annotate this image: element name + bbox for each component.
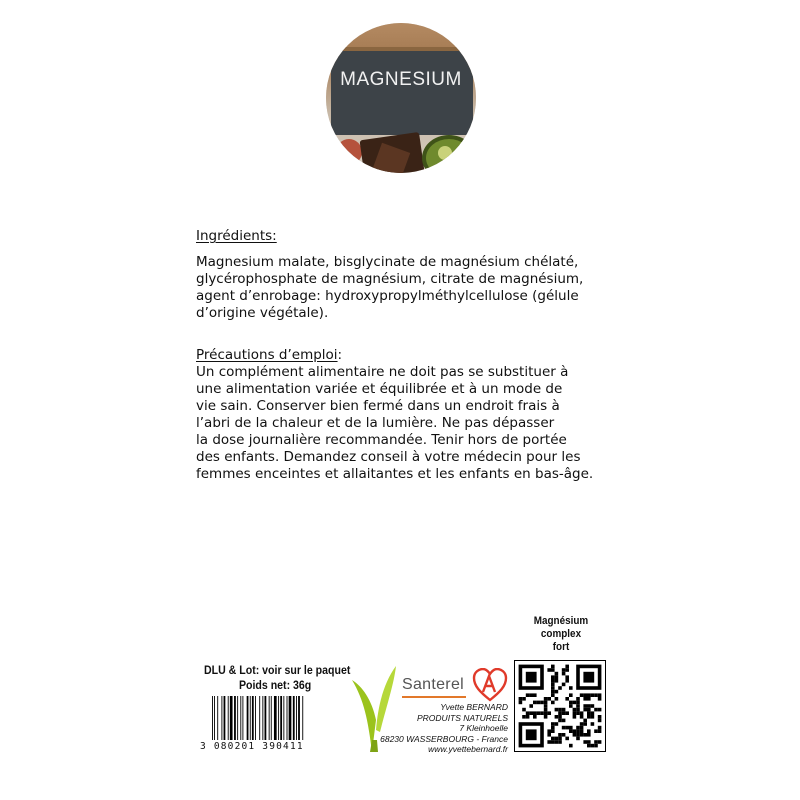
net-weight: Poids net: 36g xyxy=(238,680,312,692)
qr-module xyxy=(565,675,569,679)
qr-module xyxy=(526,693,530,697)
barcode-bar xyxy=(274,696,277,740)
qr-module xyxy=(562,672,566,676)
ingredients-text xyxy=(196,254,583,322)
dlu-text: DLU & Lot: voir sur le paquet xyxy=(204,665,351,677)
qr-module xyxy=(569,693,573,697)
qr-module xyxy=(558,733,562,737)
qr-module xyxy=(544,704,548,708)
precautions-line: Un complément alimentaire ne doit pas se substituer à xyxy=(196,364,569,380)
qr-module xyxy=(583,722,587,726)
qr-module xyxy=(598,697,602,701)
qr-module xyxy=(569,729,573,733)
qr-module xyxy=(569,726,573,730)
precautions-title: Précautions d’emploi xyxy=(196,347,338,363)
qr-module xyxy=(580,722,584,726)
qr-module xyxy=(551,686,555,690)
qr-module xyxy=(587,693,591,697)
qr-module xyxy=(533,715,537,719)
precautions-line: une alimentation variée et équilibrée et à un mode de xyxy=(196,381,563,397)
qr-module xyxy=(591,715,595,719)
ingredients-line: Magnesium malate, bisglycinate de magnésium chélaté, xyxy=(196,254,579,270)
qr-module xyxy=(555,675,559,679)
qr-module xyxy=(533,711,537,715)
qr-module xyxy=(580,733,584,737)
qr-module xyxy=(587,704,591,708)
qr-module xyxy=(580,711,584,715)
product-title-line: fort xyxy=(552,641,570,653)
qr-module xyxy=(576,737,580,741)
qr-module xyxy=(555,708,559,712)
precautions-heading xyxy=(196,347,342,363)
qr-module xyxy=(583,697,587,701)
barcode-bar xyxy=(237,696,238,740)
qr-module xyxy=(598,740,602,744)
qr-module xyxy=(551,726,555,730)
qr-module xyxy=(555,722,559,726)
qr-module xyxy=(587,715,591,719)
qr-module xyxy=(587,733,591,737)
qr-module xyxy=(587,697,591,701)
qr-module xyxy=(591,693,595,697)
qr-module xyxy=(562,733,566,737)
qr-module xyxy=(583,740,587,744)
qr-module xyxy=(547,733,551,737)
precautions-line: vie sain. Conserver bien fermé dans un endroit frais à xyxy=(196,398,560,414)
qr-module xyxy=(544,715,548,719)
website-link: www.yvettebernard.fr xyxy=(428,744,508,754)
qr-module xyxy=(544,708,548,712)
fig-fruit xyxy=(336,139,362,165)
qr-module xyxy=(583,733,587,737)
qr-module xyxy=(580,715,584,719)
barcode-bar xyxy=(230,696,233,740)
qr-module xyxy=(555,697,559,701)
qr-module xyxy=(576,697,580,701)
qr-module xyxy=(562,683,566,687)
qr-module xyxy=(522,715,526,719)
barcode-bar xyxy=(283,696,284,740)
barcode-bar xyxy=(234,696,236,740)
qr-module xyxy=(580,729,584,733)
qr-module xyxy=(576,711,580,715)
qr-module xyxy=(598,719,602,723)
qr-module xyxy=(555,715,559,719)
qr-module xyxy=(591,704,595,708)
qr-module xyxy=(551,690,555,694)
qr-module xyxy=(587,711,591,715)
qr-module xyxy=(594,693,598,697)
qr-module xyxy=(594,708,598,712)
qr-module xyxy=(551,668,555,672)
ab-organic-logo-icon xyxy=(472,668,508,702)
barcode-bar xyxy=(228,696,229,740)
qr-module xyxy=(587,708,591,712)
qr-module xyxy=(547,740,551,744)
qr-module xyxy=(576,701,580,705)
qr-module xyxy=(565,679,569,683)
qr-module xyxy=(576,708,580,712)
barcode-bar xyxy=(296,696,297,740)
barcode-bar xyxy=(247,696,249,740)
qr-code xyxy=(514,660,606,752)
precautions-text xyxy=(196,364,593,483)
qr-module xyxy=(537,701,541,705)
chalkboard-text: MAGNESIUM xyxy=(340,69,462,90)
qr-module xyxy=(558,737,562,741)
qr-module xyxy=(583,704,587,708)
qr-module xyxy=(547,668,551,672)
qr-module xyxy=(583,708,587,712)
qr-module xyxy=(555,737,559,741)
qr-module xyxy=(565,665,569,669)
qr-module xyxy=(522,708,526,712)
qr-module xyxy=(522,697,526,701)
qr-module xyxy=(558,719,562,723)
qr-module xyxy=(598,729,602,733)
barcode-bar xyxy=(217,696,218,740)
qr-module xyxy=(555,672,559,676)
qr-module xyxy=(562,708,566,712)
qr-module xyxy=(598,726,602,730)
barcode-bar xyxy=(221,696,222,740)
qr-module xyxy=(587,729,591,733)
qr-module xyxy=(576,726,580,730)
qr-module xyxy=(558,711,562,715)
qr-module xyxy=(551,737,555,741)
barcode xyxy=(212,696,342,740)
company-address xyxy=(362,702,508,755)
qr-module xyxy=(551,701,555,705)
ingredients-line: d’origine végétale). xyxy=(196,305,329,321)
chalkboard xyxy=(331,47,473,135)
product-title-line: Magnésium xyxy=(533,615,589,627)
qr-module xyxy=(551,679,555,683)
precautions-line: la dose journalière recommandée. Tenir hors de portée xyxy=(196,432,567,448)
qr-module xyxy=(551,665,555,669)
qr-module xyxy=(529,704,533,708)
qr-module xyxy=(551,722,555,726)
qr-module xyxy=(598,708,602,712)
brand-name: Santerel xyxy=(402,676,464,693)
qr-module xyxy=(598,715,602,719)
qr-module xyxy=(562,711,566,715)
barcode-bar xyxy=(278,696,279,740)
barcode-bar xyxy=(214,696,215,740)
qr-module xyxy=(565,726,569,730)
qr-module xyxy=(540,701,544,705)
qr-module xyxy=(526,711,530,715)
qr-module xyxy=(591,744,595,748)
qr-module xyxy=(569,701,573,705)
qr-module xyxy=(547,697,551,701)
qr-module xyxy=(555,740,559,744)
qr-module xyxy=(529,711,533,715)
product-title-line: complex xyxy=(540,628,582,640)
qr-module xyxy=(573,711,577,715)
magnesium-photo xyxy=(326,23,476,173)
address-line: 68230 WASSERBOURG - France xyxy=(380,733,508,744)
qr-module xyxy=(551,693,555,697)
qr-module xyxy=(544,701,548,705)
qr-module xyxy=(526,729,537,740)
qr-module xyxy=(569,744,573,748)
qr-module xyxy=(573,708,577,712)
qr-module xyxy=(594,740,598,744)
qr-module xyxy=(576,729,580,733)
qr-module xyxy=(551,683,555,687)
qr-module xyxy=(558,686,562,690)
barcode-bar xyxy=(289,696,292,740)
barcode-bar xyxy=(293,696,295,740)
qr-module xyxy=(533,693,537,697)
address-line: 7 Kleinhoelle xyxy=(459,723,508,733)
qr-module xyxy=(565,711,569,715)
qr-module xyxy=(544,697,548,701)
barcode-bar xyxy=(271,696,272,740)
qr-module xyxy=(594,729,598,733)
qr-module xyxy=(558,715,562,719)
qr-module xyxy=(558,708,562,712)
precautions-title-colon: : xyxy=(337,347,343,363)
qr-module xyxy=(598,693,602,697)
qr-module xyxy=(547,711,551,715)
qr-module xyxy=(562,726,566,730)
qr-module xyxy=(526,672,537,683)
address-line: PRODUITS NATURELS xyxy=(417,712,508,723)
qr-module xyxy=(591,711,595,715)
qr-module xyxy=(540,711,544,715)
precautions-line: l’abri de la chaleur et de la lumière. Ne pas dépasser xyxy=(196,415,555,431)
qr-module xyxy=(573,729,577,733)
qr-module xyxy=(565,737,569,741)
precautions-line: femmes enceintes et allaitantes et les enfants en bas-âge. xyxy=(196,466,594,482)
qr-module xyxy=(555,679,559,683)
qr-module xyxy=(562,668,566,672)
qr-module xyxy=(544,711,548,715)
qr-module xyxy=(519,701,523,705)
qr-module xyxy=(537,711,541,715)
qr-module xyxy=(529,693,533,697)
ingredients-title: Ingrédients: xyxy=(196,228,277,244)
qr-module xyxy=(565,697,569,701)
product-title xyxy=(521,615,602,654)
qr-module xyxy=(580,726,584,730)
barcode-bar xyxy=(287,696,288,740)
qr-module xyxy=(573,715,577,719)
qr-module xyxy=(587,744,591,748)
barcode-bar xyxy=(259,696,260,740)
barcode-bar xyxy=(269,696,270,740)
qr-module xyxy=(569,686,573,690)
qr-module xyxy=(558,740,562,744)
qr-module xyxy=(580,693,584,697)
qr-module xyxy=(569,704,573,708)
qr-module xyxy=(583,719,587,723)
barcode-bar xyxy=(298,696,300,740)
precautions-line: des enfants. Demandez conseil à votre médecin pour les xyxy=(196,449,581,465)
qr-module xyxy=(591,722,595,726)
ingredients-line: agent d’enrobage: hydroxypropylméthylcellulose (gélule xyxy=(196,288,579,304)
qr-module xyxy=(587,740,591,744)
qr-module xyxy=(533,701,537,705)
qr-module xyxy=(565,668,569,672)
qr-module xyxy=(551,740,555,744)
qr-module xyxy=(573,733,577,737)
brand-underline xyxy=(402,696,466,698)
qr-module xyxy=(576,733,580,737)
barcode-bar xyxy=(255,696,256,740)
qr-module xyxy=(594,744,598,748)
barcode-bar xyxy=(250,696,251,740)
lot-info xyxy=(204,664,350,694)
qr-module xyxy=(551,729,555,733)
barcode-bar xyxy=(302,696,303,740)
qr-module xyxy=(519,697,523,701)
ingredients-line: glycérophosphate de magnésium, citrate de magnésium, xyxy=(196,271,584,287)
qr-module xyxy=(547,729,551,733)
barcode-bar xyxy=(240,696,241,740)
qr-module xyxy=(576,704,580,708)
qr-module xyxy=(555,690,559,694)
qr-module xyxy=(562,719,566,723)
barcode-bar xyxy=(280,696,282,740)
barcode-bar xyxy=(224,696,226,740)
qr-module xyxy=(526,715,530,719)
avocado-pit xyxy=(438,146,452,160)
qr-module xyxy=(551,675,555,679)
qr-module xyxy=(583,672,594,683)
barcode-bar xyxy=(265,696,267,740)
barcode-bar xyxy=(262,696,263,740)
qr-module xyxy=(583,693,587,697)
barcode-number: 3 080201 390411 xyxy=(200,741,304,752)
qr-module xyxy=(573,701,577,705)
barcode-bar xyxy=(252,696,254,740)
address-line: Yvette BERNARD xyxy=(440,702,508,712)
barcode-bar xyxy=(212,696,213,740)
barcode-bar xyxy=(242,696,243,740)
